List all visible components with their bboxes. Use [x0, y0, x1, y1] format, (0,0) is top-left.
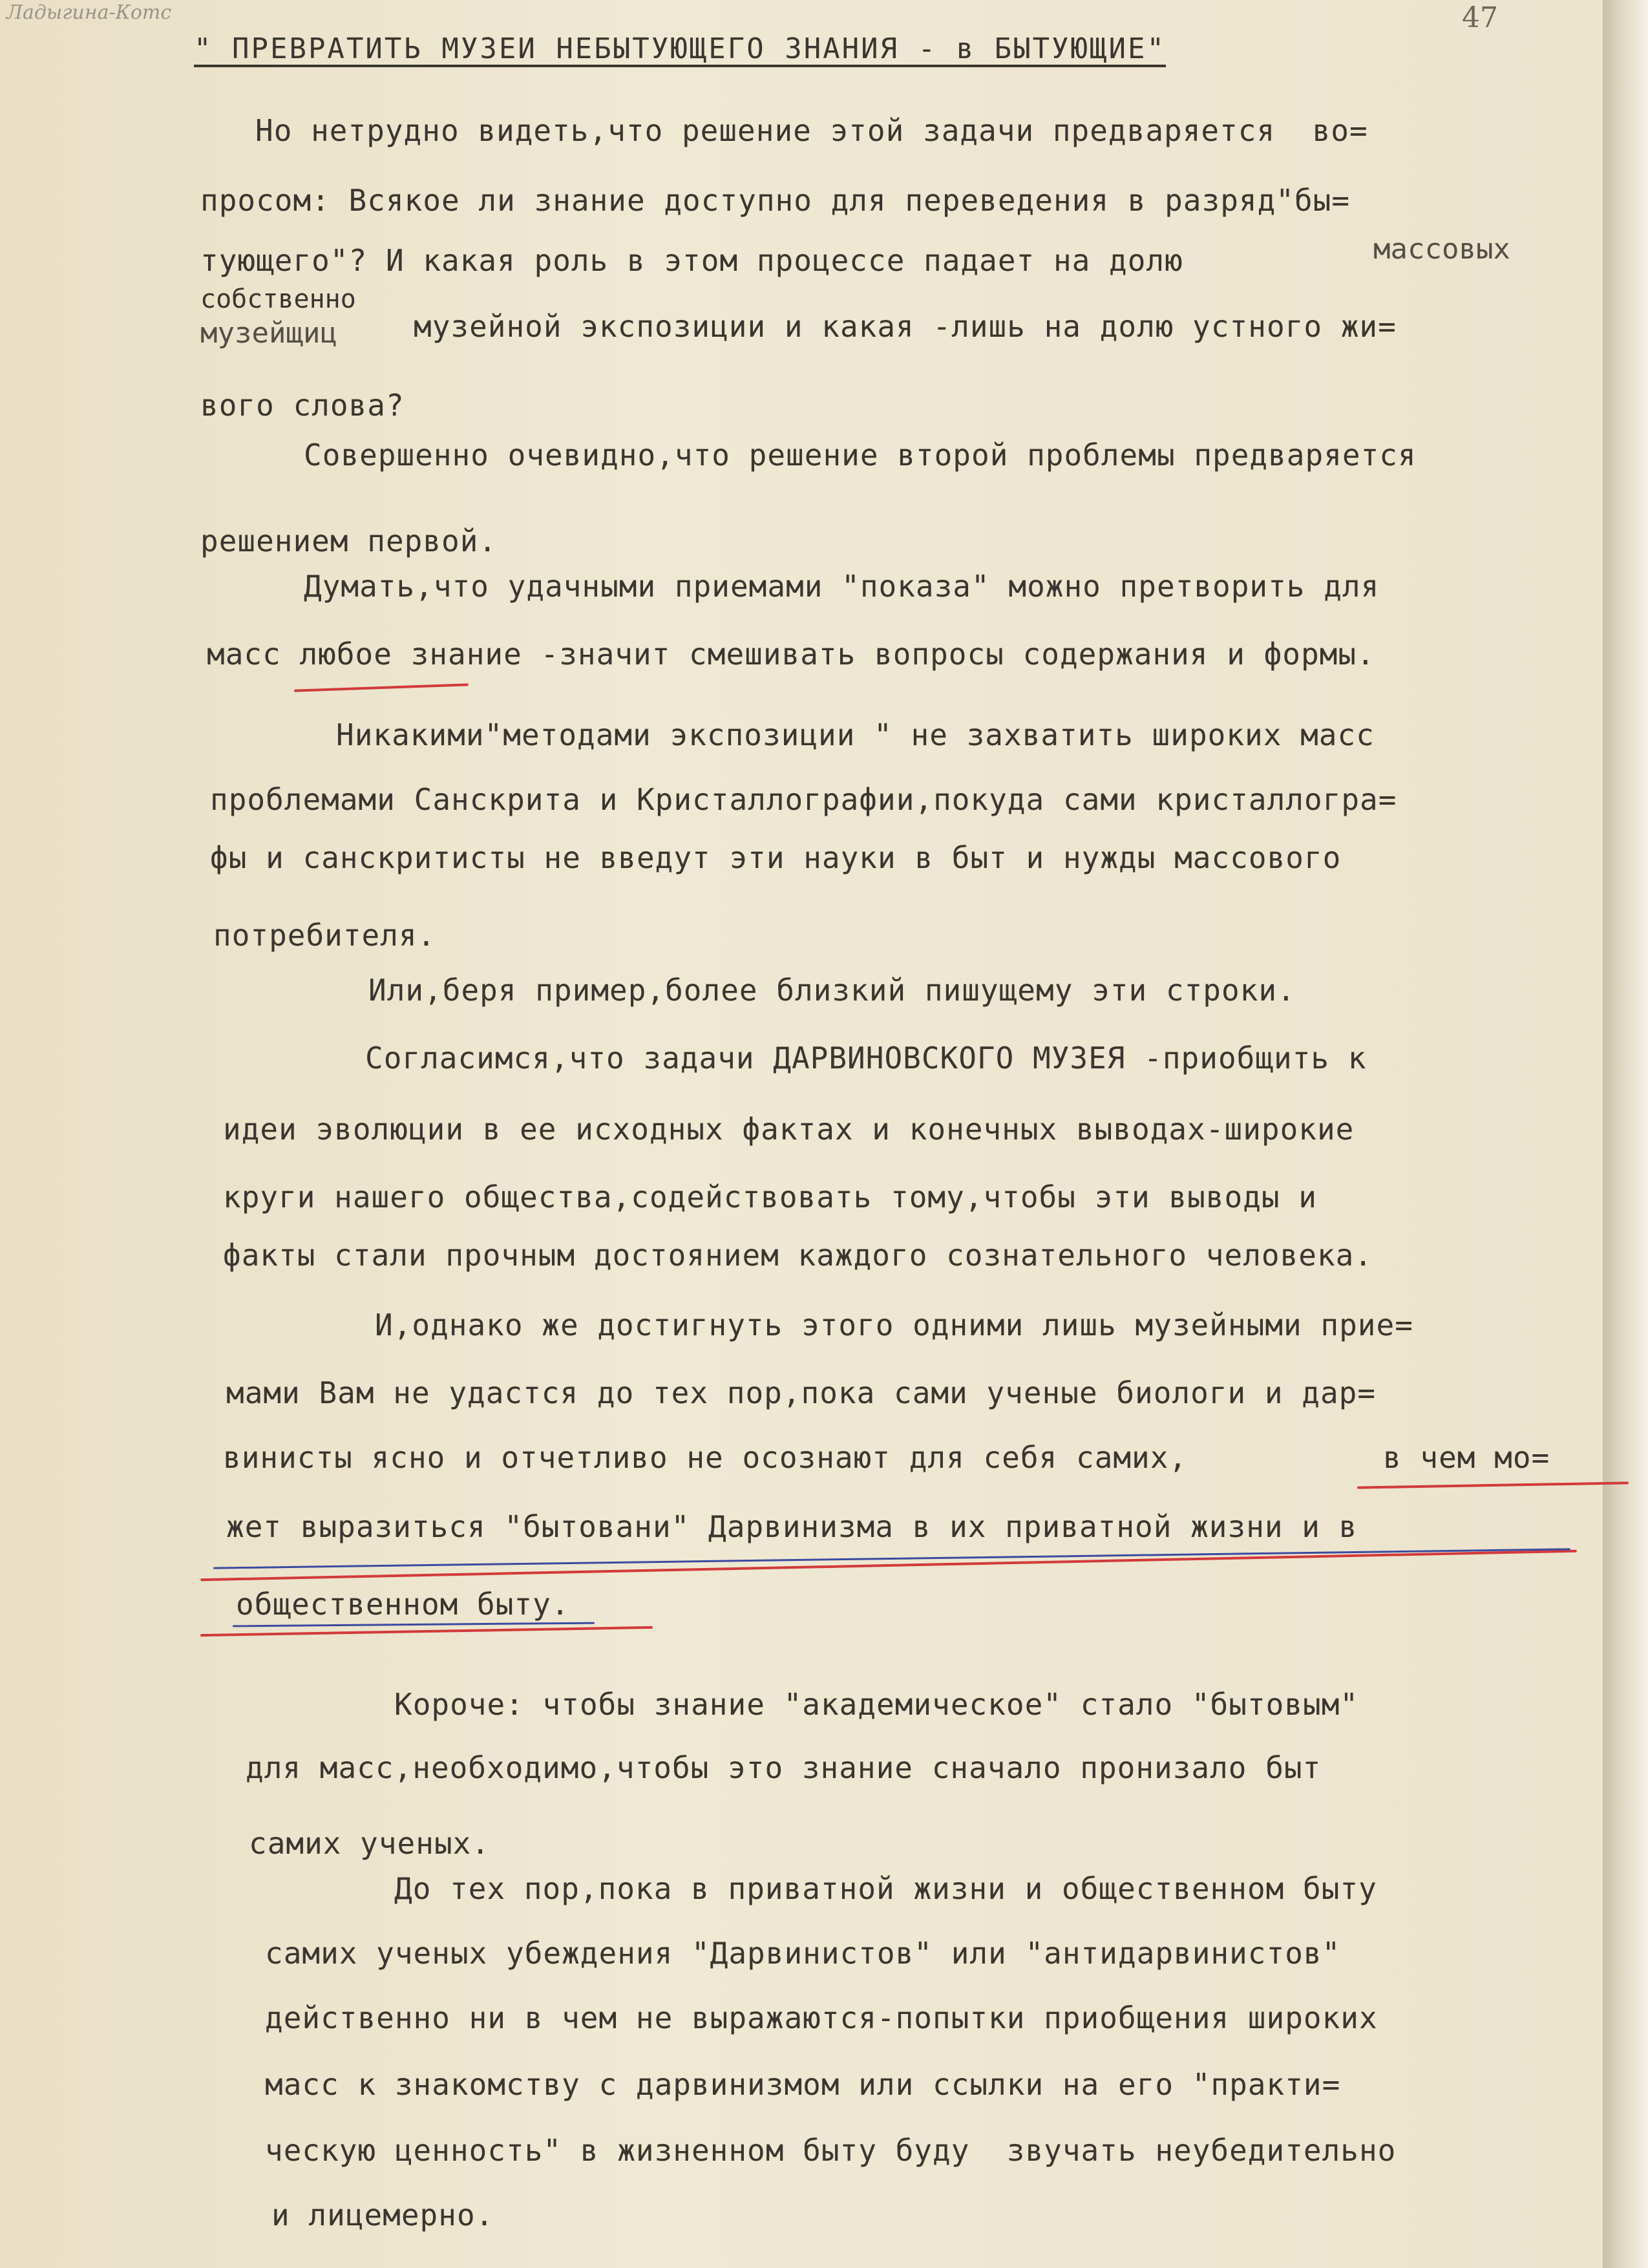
inserted-word: собственно	[200, 284, 356, 314]
text-line: в чем мо=	[1383, 1440, 1550, 1475]
page-title: " ПРЕВРАТИТЬ МУЗЕИ НЕБЫТУЮЩЕГО ЗНАНИЯ - в БЫТУЮЩИЕ"	[194, 32, 1167, 65]
text-line: Но нетрудно видеть,что решение этой задачи предваряется во=	[255, 113, 1368, 148]
text-line: Никакими"методами экспозиции " не захватить широких масс	[336, 717, 1375, 752]
text-line: потребителя.	[213, 918, 436, 953]
text-line: решением первой.	[200, 524, 498, 558]
struck-word: массовых	[1373, 233, 1510, 266]
text-line: круги нашего общества,содействовать тому,чтобы эти выводы и	[223, 1180, 1317, 1214]
text-line: Совершенно очевидно,что решение второй проблемы предваряется	[304, 438, 1417, 472]
text-line: И,однако же достигнуть этого одними лишь музейными прие=	[375, 1308, 1413, 1342]
text-line: факты стали прочным достоянием каждого сознательного человека.	[223, 1238, 1373, 1273]
text-line: Короче: чтобы знание "академическое" стало "бытовым"	[394, 1687, 1359, 1722]
struck-word: музейщиц	[200, 317, 337, 350]
text-line: самих ученых.	[249, 1826, 491, 1861]
page-number: 47	[1462, 1, 1498, 34]
text-line: просом: Всякое ли знание доступно для переведения в разряд"бы=	[200, 183, 1351, 218]
text-line: Или,беря пример,более близкий пишущему эти строки.	[368, 973, 1296, 1008]
text-line: До тех пор,пока в приватной жизни и общественном быту	[394, 1871, 1377, 1906]
text-line: Думать,что удачными приемами "показа" можно претворить для	[304, 569, 1380, 604]
text-line: и лицемерно.	[271, 2198, 494, 2232]
text-line: винисты ясно и отчетливо не осознают для себя самих,	[223, 1440, 1188, 1475]
text-line: общественном быту.	[236, 1587, 570, 1622]
text-line: ческую ценность" в жизненном быту буду звучать неубедительно	[265, 2133, 1397, 2168]
text-line: жет выразиться "бытовани" Дарвинизма в их приватной жизни и в	[226, 1509, 1358, 1544]
text-line: действенно ни в чем не выражаются-попытки приобщения широких	[265, 2000, 1378, 2035]
margin-note: Ладыгина-Котс	[6, 1, 172, 24]
text-line: тующего"? И какая роль в этом процессе падает на долю	[200, 243, 1183, 278]
scan-edge	[1603, 0, 1648, 2268]
text-line: идеи эволюции в ее исходных фактах и конечных выводах-широкие	[223, 1112, 1355, 1147]
text-line: мами Вам не удастся до тех пор,пока сами ученые биологи и дар=	[226, 1375, 1377, 1410]
text-line: музейной экспозиции и какая -лишь на долю устного жи=	[414, 309, 1397, 344]
text-line: масс любое знание -значит смешивать вопросы содержания и формы.	[207, 637, 1375, 672]
text-line: проблемами Санскрита и Кристаллографии,покуда сами кристаллогра=	[210, 782, 1397, 817]
text-line: масс к знакомству с дарвинизмом или ссылки на его "практи=	[265, 2067, 1341, 2102]
text-line: фы и санскритисты не введут эти науки в быт и нужды массового	[210, 840, 1342, 875]
text-line: для масс,необходимо,чтобы это знание сначало пронизало быт	[246, 1750, 1322, 1785]
text-line: самих ученых убеждения "Дарвинистов" или "антидарвинистов"	[265, 1936, 1341, 1971]
text-line: Согласимся,что задачи ДАРВИНОВСКОГО МУЗЕЯ -приобщить к	[365, 1041, 1367, 1076]
text-line: вого слова?	[200, 388, 405, 423]
